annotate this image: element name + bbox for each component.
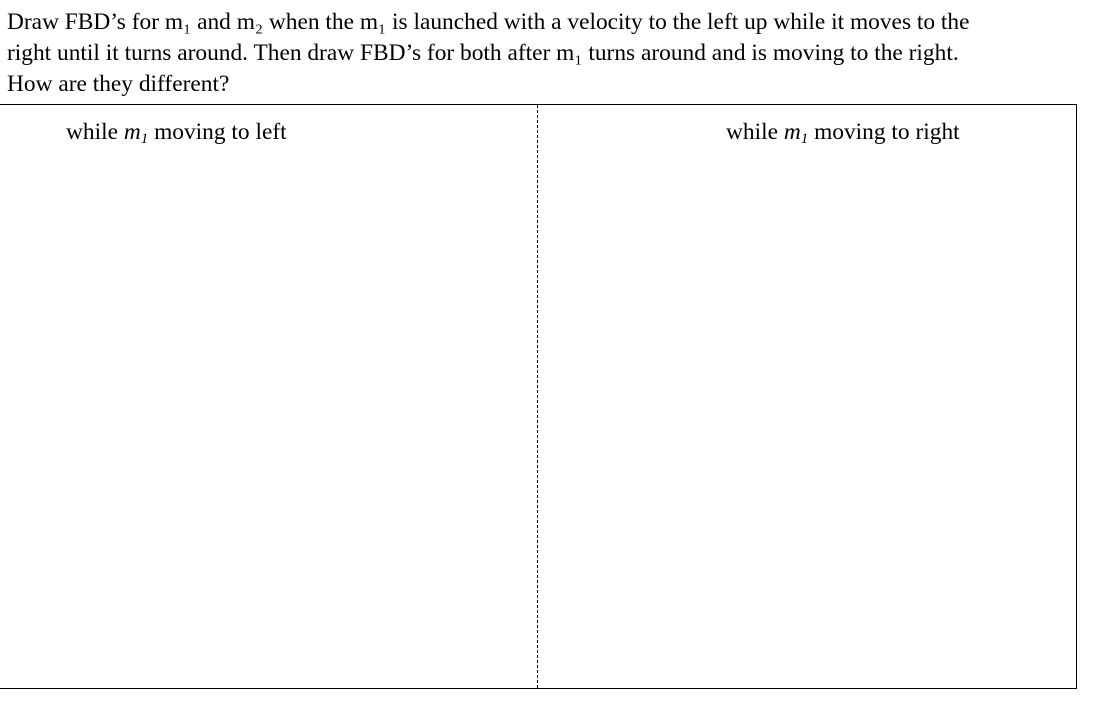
mass-subscript: 1	[800, 131, 809, 147]
prompt-line-1: Draw FBD’s for m₁ and m₂ when the m₁ is launched with a velocity to the left up while it moves to the	[7, 9, 970, 35]
mass-subscript: 1	[140, 131, 149, 147]
left-panel-heading	[66, 117, 287, 147]
right-drawing-area[interactable]	[541, 155, 1073, 684]
heading-prefix: while	[66, 119, 118, 145]
heading-suffix: moving to left	[154, 119, 287, 145]
heading-prefix: while	[726, 119, 778, 145]
dashed-divider	[537, 105, 538, 688]
right-panel-heading	[726, 117, 960, 147]
heading-suffix: moving to right	[814, 119, 960, 145]
question-prompt	[7, 7, 1097, 100]
prompt-line-2: right until it turns around. Then draw FBD’s for both after m₁ turns around and is moving to the right.	[7, 40, 959, 66]
mass-symbol: m	[123, 119, 141, 145]
mass-variable	[124, 119, 148, 145]
mass-symbol: m	[783, 119, 801, 145]
prompt-line-3: How are they different?	[7, 71, 230, 97]
left-drawing-area[interactable]	[2, 155, 534, 684]
answer-box	[0, 104, 1077, 689]
mass-variable	[784, 119, 808, 145]
